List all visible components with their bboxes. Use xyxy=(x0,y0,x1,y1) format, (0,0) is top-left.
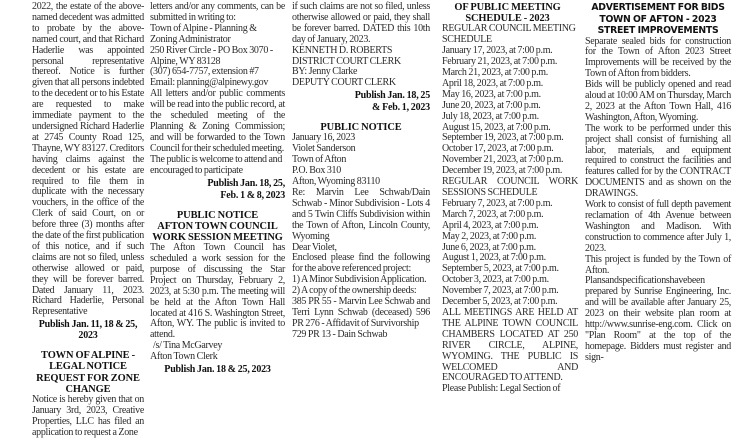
meeting-date: January 17, 2023, at 7:00 p.m. xyxy=(442,45,553,57)
notice-heading: PUBLIC NOTICE xyxy=(176,209,259,221)
notice-heading: ADVERTISEMENT FOR BIDS xyxy=(591,2,725,13)
meeting-date: May 16, 2023, at 7:00 p.m. xyxy=(442,88,541,100)
letter-salutation: Dear Violet, xyxy=(292,241,337,253)
notice-subheading: STREET IMPROVEMENTS xyxy=(597,25,719,36)
schedule-subheading: REGULAR COUNCIL WORK SESSIONS SCHEDULE xyxy=(442,176,578,198)
meeting-date: February 21, 2023, at 7:00 p.m. xyxy=(442,56,558,68)
meeting-date: November 21, 2023, at 7:00 p.m. xyxy=(442,154,564,166)
recipient-city: Afton, Wyoming 83110 xyxy=(292,176,380,188)
session-date: April 4, 2023, at 7:00 p.m. xyxy=(442,219,539,231)
work-session-body: The Afton Town Council has scheduled a work session for the purpose of discussing the Star Project on Thursday, February 2, 2023, at 5:30 p.m. The meeting will be held at the Afton Town Hall located at 416 S. Washington Street, Afton, WY. The public is invited to attend. xyxy=(150,242,285,341)
meeting-date: October 17, 2023, at 7:00 p.m. xyxy=(442,143,554,155)
notice-heading: PUBLIC NOTICE xyxy=(320,122,402,134)
email-line: Email: planning@alpinewy.gov xyxy=(150,77,269,89)
probate-notice-body: 2022, the estate of the above-named decedent was admitted to probate by the above-named court, and that Richard Haderlie was appointed personal representative thereof. Notice is further given that all persons indebted to the decedent or to his Estate are requested to make immediate payment to the undersigned Richard Haderlie at 2745 County Road 125, Thayne, WY 83127. Creditors having claims against the decedent or his estate are required to file them in duplicate with the necessary vouchers, in the office of the Clerk of said Court, on or before three (3) months after the date of the first publication of this notice, and if such claims are not so filed, unless otherwise allowed or paid, they will be forever barred. Dated January 11, 2023. Richard Haderlie, Personal Representative xyxy=(32,1,144,318)
notice-subheading: WORK SESSION MEETING xyxy=(152,231,283,243)
session-date: February 7, 2023, at 7:00 p.m. xyxy=(442,197,553,209)
column-1 xyxy=(32,2,144,439)
publish-instruction: Please Publish: Legal Section of xyxy=(442,383,561,395)
meeting-date: December 19, 2023, at 7:00 p.m. xyxy=(442,165,563,177)
meeting-date: March 21, 2023, at 7:00 p.m. xyxy=(442,67,548,79)
session-date: December 5, 2023, at 7:00 p.m. xyxy=(442,296,558,308)
column-3 xyxy=(292,2,430,341)
session-date: August 1, 2023, at 7:00 p.m. xyxy=(442,252,546,264)
schedule-subheading: REGULAR COUNCIL MEETING SCHEDULE xyxy=(442,23,576,46)
meeting-date: June 20, 2023, at 7:00 p.m. xyxy=(442,99,541,111)
enclosure-item: 1) A Minor Subdivision Application. xyxy=(292,274,427,286)
column-4 xyxy=(437,2,578,395)
recipient-name: Violet Sanderson xyxy=(292,143,356,155)
recipient-org: Town of Afton xyxy=(292,154,347,166)
comments-body: All letters and/or public comments will be read into the public record, at the scheduled meeting of the Planning & Zoning Commission; and will be forwarded to the Town Council for their scheduled meeting. xyxy=(150,88,285,154)
session-date: November 7, 2023, at 7:00 p.m. xyxy=(442,285,559,297)
signature: /s/ Tina McGarvey xyxy=(153,340,223,352)
letter-body: Enclosed please find the following for the above referenced project: xyxy=(292,252,430,275)
session-date: September 5, 2023, at 7:00 p.m. xyxy=(442,263,559,275)
publish-dates: Publish Jan. 18, 25 xyxy=(354,90,430,102)
bids-body: Separate sealed bids for construction for the Town of Afton 2023 Street Improvements will be received by the Town of Afton from bidders. xyxy=(585,35,731,80)
publish-dates: Publish Jan. 18, 25, xyxy=(207,177,285,189)
bids-funding: This project is funded by the Town of Afton. xyxy=(585,253,731,276)
column-2 xyxy=(150,2,285,375)
publish-dates: Publish Jan. 18 & 25, 2023 xyxy=(164,364,271,376)
notice-heading: OF PUBLIC MEETING xyxy=(454,2,561,13)
zone-change-body: Notice is hereby given that on January 3rd, 2023, Creative Properties, LLC has filed an application to request a Zone xyxy=(32,394,144,438)
signature-title: Afton Town Clerk xyxy=(150,351,218,363)
session-date: June 6, 2023, at 7:00 p.m. xyxy=(442,241,536,253)
deed-list: 729 PR 13 - Dain Schwab xyxy=(292,328,388,340)
deed-list: 385 PR 55 - Marvin Lee Schwab and Terri Lynn Schwab (deceased) 596 PR 276 - Affidavit of Survivorship xyxy=(292,296,430,329)
notice-subheading: AFTON TOWN COUNCIL xyxy=(157,220,278,232)
bids-plans: Plansandspecificationshavebeen prepared by Sunrise Engineering, Inc. and will be available after January 25, 2023 on their website plan room at http://www.sunrise-eng.com. Click on "Plan Room" at the top of the homepage. Bidders must register and sign- xyxy=(585,275,731,363)
meeting-date: April 18, 2023, at 7:00 p.m. xyxy=(442,77,543,89)
meeting-date: July 18, 2023, at 7:00 p.m. xyxy=(442,110,539,122)
welcome-text: The public is welcome to attend and encouraged to participate xyxy=(150,153,283,176)
bids-opening: Bids will be publicly opened and read aloud at 10:00 AM on Thursday, March 2, 2023 at the Afton Town Hall, 416 Washington, Afton, Wyoming. xyxy=(585,79,731,123)
claims-body: if such claims are not so filed, unless otherwise allowed or paid, they shall be forever barred. DATED this 10th day of January, 2023. xyxy=(292,1,430,45)
address-line: 250 River Circle - PO Box 3070 - Alpine, WY 83128 xyxy=(150,44,273,67)
recipient-box: P.O. Box 310 xyxy=(292,165,341,177)
publish-dates: Feb. 1 & 8, 2023 xyxy=(220,189,285,201)
notice-subheading: REQUEST FOR ZONE CHANGE xyxy=(36,372,140,395)
notice-heading: TOWN OF ALPINE - LEGAL NOTICE xyxy=(41,350,135,373)
meeting-location: ALL MEETINGS ARE HELD AT THE ALPINE TOWN COUNCIL CHAMBERS LOCATED AT 250 RIVER CIRCLE, ALPINE, WYOMING. THE PUBLIC IS WELCOMED AND ENCOURAGED TO ATTEND. xyxy=(442,306,578,384)
enclosure-item: 2) A copy of the ownership deeds: xyxy=(292,285,417,297)
meeting-date: August 15, 2023, at 7:00 p.m. xyxy=(442,121,551,133)
column-5 xyxy=(585,2,731,364)
phone-line: (307) 654-7757, extension #7 xyxy=(150,66,259,78)
bids-scope: The work to be performed under this project shall consist of furnishing all labor, materials, and equipment required to construct the facilities and features called for by the CONTRACT DOCUMENTS and as shown on the DRAWINGS. xyxy=(585,122,731,200)
bids-work: Work to consist of full depth pavement reclamation of 4th Avenue between Washington and Madison. With construction to commence after July 1, 2023. xyxy=(585,199,731,254)
notice-subheading: SCHEDULE - 2023 xyxy=(465,13,550,25)
session-date: May 2, 2023, at 7:00 p.m. xyxy=(442,230,537,242)
notice-subheading: TOWN OF AFTON - 2023 xyxy=(599,13,717,25)
session-date: March 7, 2023, at 7:00 p.m. xyxy=(442,208,544,220)
deputy-title: DEPUTY COURT CLERK xyxy=(292,77,396,89)
clerk-title: DISTRICT COURT CLERK xyxy=(292,55,401,67)
letter-subject: Re: Marvin Lee Schwab/Dain Schwab - Minor Subdivision - Lots 4 and 5 Twin Cliffs Subdivision within the Town of Afton, Lincoln County, Wyoming xyxy=(292,186,430,242)
address-line: Town of Alpine - Planning & Zoning Administrator xyxy=(150,22,257,45)
letter-date: January 16, 2023 xyxy=(292,132,355,144)
clerk-name: KENNETH D. ROBERTS xyxy=(292,44,393,56)
comments-intro: letters and/or any comments, can be submitted in writing to: xyxy=(150,1,285,23)
session-date: October 3, 2023, at 7:00 p.m. xyxy=(442,274,549,286)
meeting-date: September 19, 2023, at 7:00 p.m. xyxy=(442,132,564,144)
deputy-name: BY: Jenny Clarke xyxy=(292,66,358,78)
publish-dates: & Feb. 1, 2023 xyxy=(372,102,430,114)
publish-dates: Publish Jan. 11, 18 & 25, 2023 xyxy=(38,319,138,342)
